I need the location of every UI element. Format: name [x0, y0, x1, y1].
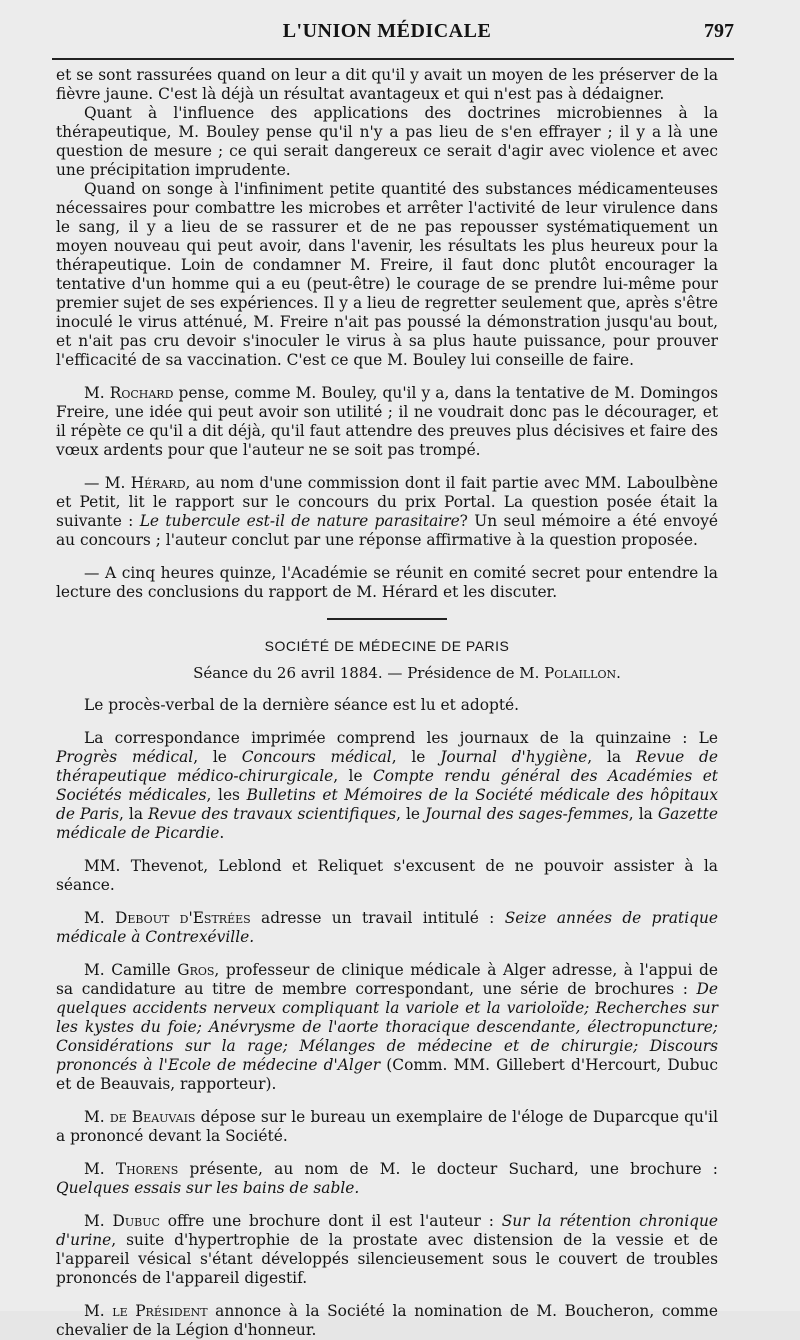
- paragraph-comite-secret: — A cinq heures quinze, l'Académie se réunit en comité secret pour entendre la lecture des conclusions du rapport de M. Hérard et les discuter.: [56, 564, 718, 601]
- speaker-name: Rochard: [109, 384, 174, 402]
- paragraph-yellow-fever: et se sont rassurées quand on leur a dit qu'il y avait un moyen de les préserver de la fièvre jaune. C'est là déjà un résultat avantageux et qui n'est pas à dédaigner.: [56, 66, 718, 103]
- section-heading: SOCIÉTÉ DE MÉDECINE DE PARIS: [264, 638, 510, 654]
- running-header: [56, 0, 734, 58]
- speaker-name: Gros: [177, 961, 215, 979]
- speaker-name: Thorens: [115, 1160, 179, 1178]
- section-divider: [327, 618, 447, 620]
- paragraph-therapeutics: Quant à l'influence des applications des doctrines microbiennes à la thérapeutique, M. Bouley pense qu'il n'y a pas lieu de s'en effrayer ; il y a là une question de mesure ; ce qui serait dangereux ce serait d'agir avec violence et avec une précipitation imprudente.: [56, 104, 718, 179]
- paragraph-debout: M. Debout d'Estrées adresse un travail intitulé : Seize années de pratique médicale à Contrexéville.: [56, 909, 719, 946]
- journal-title: L'UNION MÉDICALE: [282, 20, 492, 42]
- speaker-name: Dubuc: [112, 1212, 160, 1230]
- paragraph-herard: — M. Hérard, au nom d'une commission dont il fait partie avec MM. Laboulbène et Petit, lit le rapport sur le concours du prix Portal. La question posée était la suivante : Le tubercule est-il de nature parasitaire? Un seul mémoire a été envoyé au concours ; l'auteur conclut par une réponse affirmative à la question proposée.: [56, 474, 719, 549]
- header-rule: [52, 58, 734, 60]
- paragraph-beauvais: M. de Beauvais dépose sur le bureau un exemplaire de l'éloge de Duparcque qu'il a prononcé devant la Société.: [56, 1108, 718, 1145]
- paragraph-microbes: Quand on songe à l'infiniment petite quantité des substances médicamenteuses nécessaires pour combattre les microbes et arrêter l'activité de leur virulence dans le sang, il y a lieu de se rassurer et de ne pas repousser systématiquement un moyen nouveau qui peut avoir, dans l'avenir, les résultats les plus heureux pour la thérapeutique. Loin de condamner M. Freire, il faut donc plutôt encourager la tentative d'un homme qui a eu (peut-être) le courage de se prendre lui-même pour premier sujet de ses expériences. Il y a lieu de regretter seulement que, après s'être inoculé le virus atténué, M. Freire n'ait pas poussé la démonstration jusqu'au bout, et n'ait pas cru devoir s'inoculer le virus à sa plus haute puissance, pour prouver l'efficacité de sa vaccination. C'est ce que M. Bouley lui conseille de faire.: [56, 180, 718, 369]
- speaker-name: de Beauvais: [109, 1108, 196, 1126]
- paragraph-proces-verbal: Le procès-verbal de la dernière séance est lu et adopté.: [84, 696, 520, 714]
- speaker-name: Debout d'Estrées: [115, 909, 251, 927]
- speaker-name: le Président: [112, 1302, 208, 1320]
- page-number: 797: [704, 20, 734, 42]
- paragraph-rochard: M. Rochard pense, comme M. Bouley, qu'il y a, dans la tentative de M. Domingos Freire, une idée qui peut avoir son utilité ; il ne voudrait donc pas le décourager, et il répète ce qu'il a dit déjà, qu'il faut attendre des preuves plus décisives et faire des vœux ardents pour que l'auteur ne se soit pas trompé.: [56, 384, 718, 459]
- paragraph-gros: M. Camille Gros, professeur de clinique médicale à Alger adresse, à l'appui de sa candidature au titre de membre correspondant, une série de brochures : De quelques accidents nerveux compliquant la variole et la varioloïde; Recherches sur les kystes du foie; Anévrysme de l'aorte thoracique descendante, électropuncture; Considérations sur la rage; Mélanges de médecine et de chirurgie; Discours prononcés à l'Ecole de médecine d'Alger (Comm. MM. Gillebert d'Hercourt, Dubuc et de Beauvais, rapporteur).: [56, 961, 719, 1093]
- paragraph-president: M. le Président annonce à la Société la nomination de M. Boucheron, comme chevalier de la Légion d'honneur.: [56, 1302, 719, 1339]
- paragraph-thorens: M. Thorens présente, au nom de M. le docteur Suchard, une brochure : Quelques essais sur les bains de sable.: [56, 1160, 718, 1197]
- speaker-name: Hérard: [130, 474, 186, 492]
- paragraph-excuses: MM. Thevenot, Leblond et Reliquet s'excusent de ne pouvoir assister à la séance.: [56, 857, 718, 894]
- session-line: Séance du 26 avril 1884. — Présidence de M. Polaillon.: [193, 664, 621, 682]
- paragraph-dubuc: M. Dubuc offre une brochure dont il est l'auteur : Sur la rétention chronique d'urine, suite d'hypertrophie de la prostate avec distension de la vessie et de l'appareil vésical s'étant développés silencieusement sous le couvert de troubles prononcés de l'appareil digestif.: [56, 1212, 718, 1287]
- paragraph-correspondance: La correspondance imprimée comprend les journaux de la quinzaine : Le Progrès médical, le Concours médical, le Journal d'hygiène, la Revue de thérapeutique médico-chirurgicale, le Compte rendu général des Académies et Sociétés médicales, les Bulletins et Mémoires de la Société médicale des hôpitaux de Paris, la Revue des travaux scientifiques, le Journal des sages-femmes, la Gazette médicale de Picardie.: [56, 729, 718, 842]
